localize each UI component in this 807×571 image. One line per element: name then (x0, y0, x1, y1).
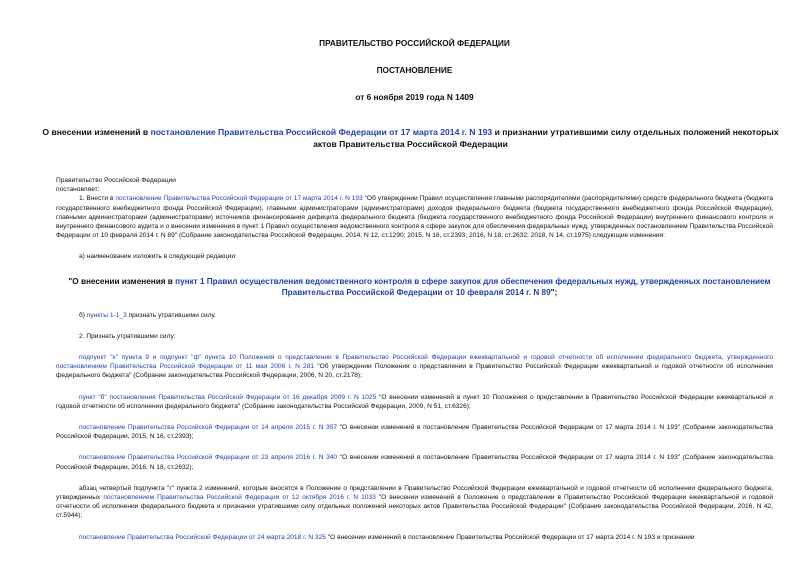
new-title-quote: "О внесении изменения в пункт 1 Правил осуществления ведомственного контроля в сфере закупок для обеспечения федеральных нужд, утвержденных постановлением Правительства Российской Федерации от 10 февраля 2014 г. N 89"; (68, 276, 771, 298)
government-heading: ПРАВИТЕЛЬСТВО РОССИЙСКОЙ ФЕДЕРАЦИИ (319, 38, 510, 48)
paragraph-b: б) пункты 1-1_3 признать утратившими силу. (79, 311, 217, 319)
repeal-item-1: подпункт "х" пункта 9 и подпункт "ф" пункта 10 Положения о представлении в Правительство Российской Федерации ежеквартальной и годовой отчетности об исполнении федерального бюджета, утвержденного постановлением Правительства Российской Федерации от 11 мая 2006 г. N 281 "Об утверждении Положения о представлении в Правительство Российской Федерации ежеквартальной и годовой отчетности об исполнении федерального бюджета" (Собрание законодательства Российской Федерации, 2006, N 20, ст.2178); (56, 354, 773, 380)
repeal-item-5: абзац четвертый подпункта "г" пункта 2 изменений, которые вносятся в Положение о представлении в Правительство Российской Федерации ежеквартальной и годовой отчетности об исполнении федерального бюджета, утвержденных постановлением Правительства Российской Федерации от 12 октября 2016 г. N 1033 "О внесении изменений в Положение о представлении в Правительство Российской Федерации ежеквартальной и годовой отчетности об исполнении федерального бюджета и признании утратившими силу отдельных положений некоторых актов Правительства Российской Федерации" (Собрание законодательства Российской Федерации, 2016, N 42, ст.5944); (56, 484, 774, 520)
paragraph-b-link[interactable]: пункты 1-1_3 (86, 311, 127, 319)
title-link[interactable]: постановление Правительства Российской Федерации от 17 марта 2014 г. N 193 (150, 127, 493, 137)
repeal-item-6: постановление Правительства Российской Федерации от 24 марта 2018 г. N 325 "О внесении изменений в постановление Правительства Российской Федерации от 17 марта 2014 г. N 193 и признании (79, 533, 695, 541)
document-title: О внесении изменений в постановление Правительства Российской Федерации от 17 марта 2014 г. N 193 и признании утратившими силу отдельных положений некоторых актов Правительства Российской Федерации (42, 127, 779, 149)
decides: постановляет: (56, 186, 100, 194)
paragraph-a: а) наименование изложить в следующей редакции: (79, 253, 237, 261)
paragraph-2: 2. Признать утратившими силу: (79, 332, 176, 340)
repeal-item-6-link[interactable]: постановление Правительства Российской Федерации от 24 марта 2018 г. N 325 (79, 533, 326, 541)
document-body (56, 176, 773, 542)
repeal-item-4-link[interactable]: постановление Правительства Российской Федерации от 23 апреля 2016 г. N 340 (79, 454, 338, 462)
repeal-item-1-link[interactable]: подпункт "х" пункта 9 и подпункт "ф" пункта 10 Положения о представлении в Правительство Российской Федерации ежеквартальной и годовой отчетности об исполнении федерального бюджета, утвержденного постановлением Правительства Российской Федерации от 11 мая 2006 г. N 281 (56, 354, 773, 371)
issuer: Правительство Российской Федерации (56, 177, 176, 184)
repeal-item-5-link[interactable]: постановлением Правительства Российской Федерации от 12 октября 2016 г. N 1033 (103, 494, 376, 502)
quote-link[interactable]: пункт 1 Правил осуществления ведомственного контроля в сфере закупок для обеспечения федеральных нужд, утвержденных постановлением Правительства Российской Федерации от 10 февраля 2014 г. N 89 (175, 276, 771, 298)
repeal-item-4: постановление Правительства Российской Федерации от 23 апреля 2016 г. N 340 "О внесении изменений в постановление Правительства Российской Федерации от 17 марта 2014 г. N 193" (Собрание законодательства Российской Федерации, 2016, N 18, ст.2632); (56, 454, 773, 471)
document-type: ПОСТАНОВЛЕНИЕ (376, 65, 453, 75)
repeal-item-3-link[interactable]: постановление Правительства Российской Федерации от 14 апреля 2015 г. N 357 (79, 424, 338, 432)
paragraph-1-link[interactable]: постановление Правительства Российской Федерации от 17 марта 2014 г. N 193 (115, 195, 363, 203)
paragraph-1: 1. Внести в постановление Правительства Российской Федерации от 17 марта 2014 г. N 193 "Об утверждении Правил осуществления главными распорядителями (распорядителями) средств федерального бюджета (бюджета государственного внебюджетного фонда Российской Федерации), главными администраторами (администраторами) доходов федерального бюджета (бюджета государственного внебюджетного фонда Российской Федерации), главными администраторами (администраторами) источников финансирования дефицита федерального бюджета (бюджета государственного внебюджетного фонда Российской Федерации) внутреннего финансового контроля и внутреннего финансового аудита и о внесении изменения в пункт 1 Правил осуществления ведомственного контроля в сфере закупок для обеспечения федеральных нужд, утвержденных постановлением Правительства Российской Федерации от 10 февраля 2014 г. N 89" (Собрание законодательства Российской Федерации, 2014, N 12, ст.1290; 2015, N 16, ст.2393; 2016, N 18, ст.2632; 2018, N 14, ст.1975) следующие изменения: (56, 195, 773, 240)
repeal-item-2: пункт "б" постановления Правительства Российской Федерации от 16 декабря 2009 г. N 1025 "О внесении изменений в пункт 10 Положения о представлении в Правительство Российской Федерации ежеквартальной и годовой отчетности об исполнении федерального бюджета" (Собрание законодательства Российской Федерации, 2009, N 51, ст.6326); (56, 393, 773, 410)
repeal-item-3: постановление Правительства Российской Федерации от 14 апреля 2015 г. N 357 "О внесении изменений в постановление Правительства Российской Федерации от 17 марта 2014 г. N 193" (Собрание законодательства Российской Федерации, 2015, N 16, ст.2393); (56, 424, 773, 441)
repeal-item-2-link[interactable]: пункт "б" постановления Правительства Российской Федерации от 16 декабря 2009 г. N 1025 (79, 393, 377, 401)
document-date-number: от 6 ноября 2019 года N 1409 (355, 92, 474, 102)
